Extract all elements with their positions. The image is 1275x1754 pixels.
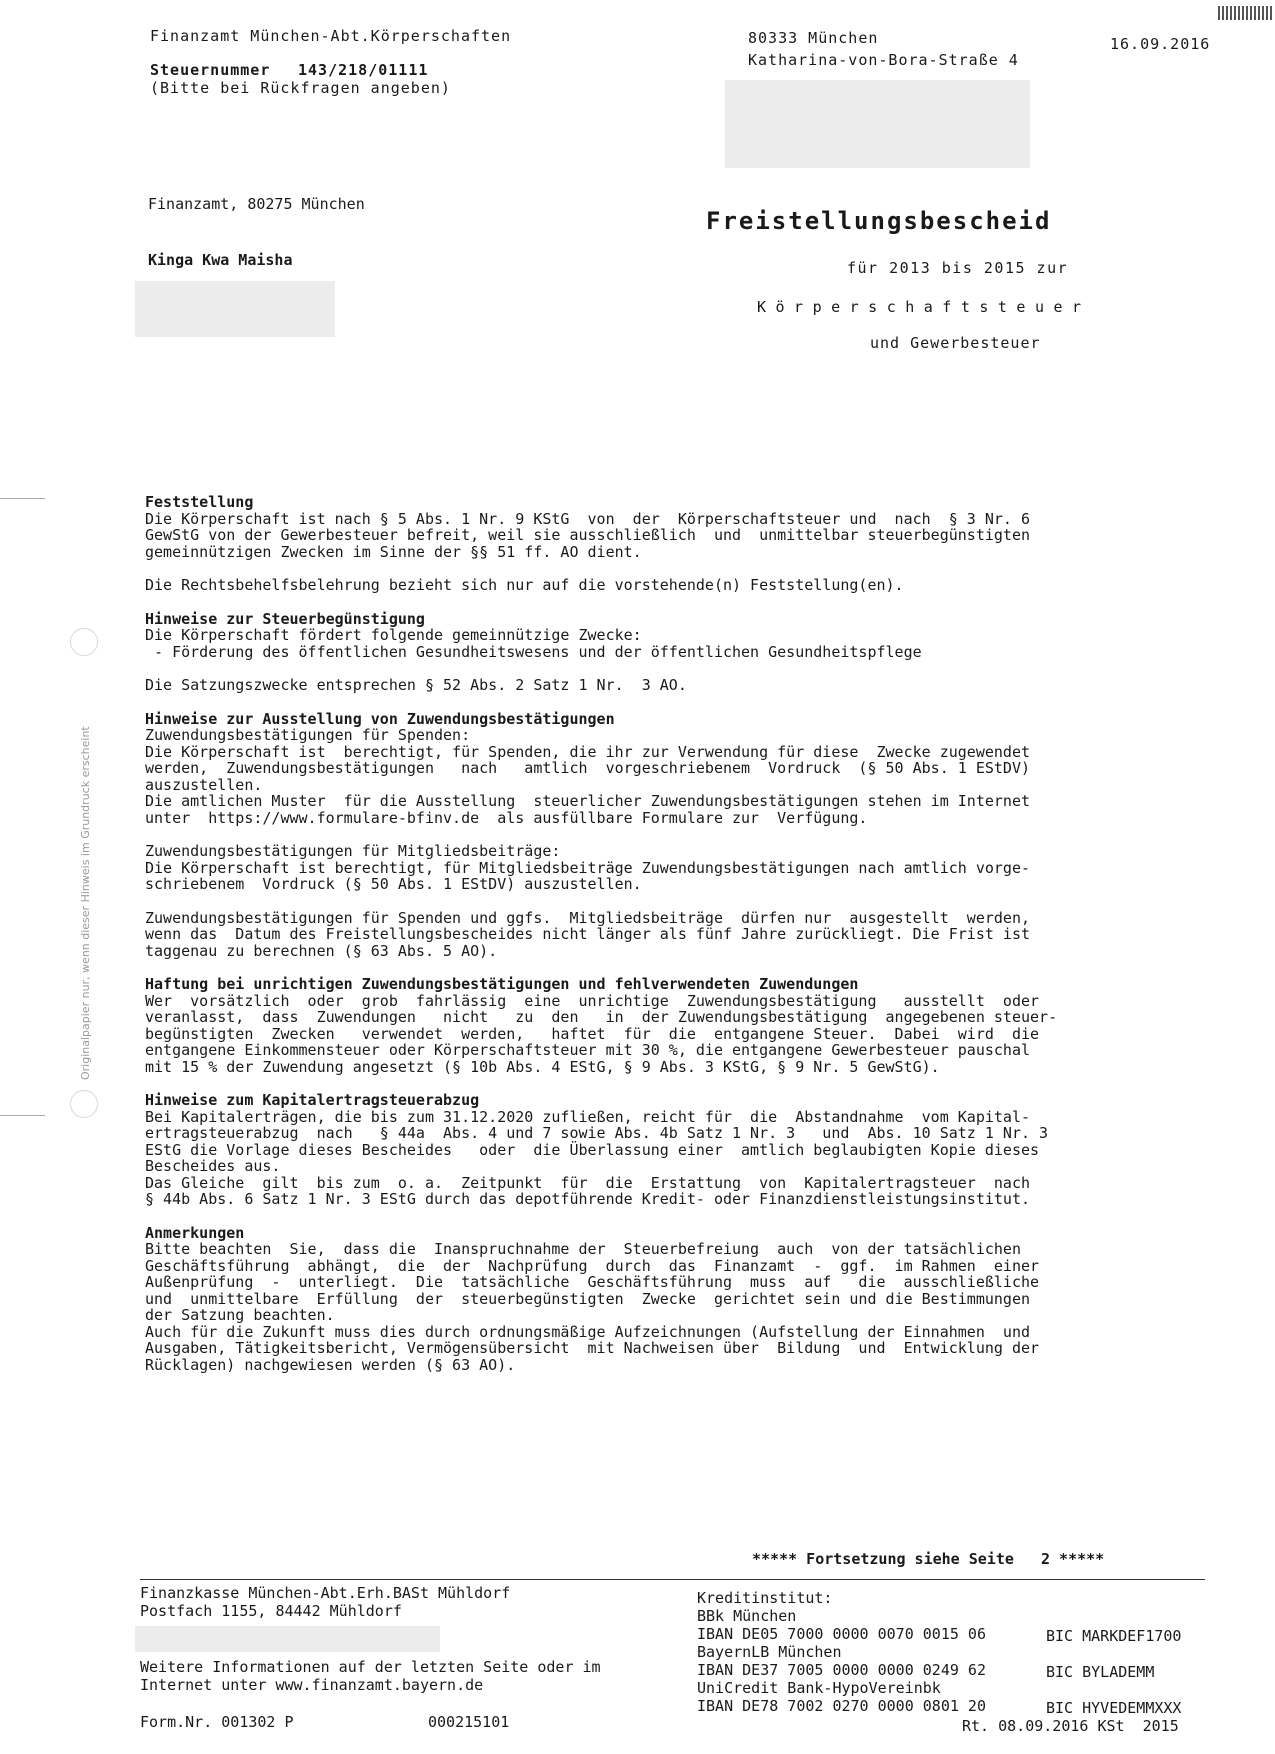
fold-mark (0, 1115, 45, 1116)
mitglied-line: Zuwendungsbestätigungen für Mitgliedsbeiträge: (145, 842, 561, 860)
form-code: 000215101 (428, 1713, 510, 1731)
mitglied-line: schriebenem Vordruck (§ 50 Abs. 1 EStDV) auszustellen. (145, 875, 642, 893)
bank-name: BayernLB München (697, 1643, 842, 1661)
recipient-name: Kinga Kwa Maisha (148, 251, 293, 269)
satzung-line: Die Satzungszwecke entsprechen § 52 Abs. 2 Satz 1 Nr. 3 AO. (145, 676, 687, 694)
frist-line: taggenau zu berechnen (§ 63 Abs. 5 AO). (145, 941, 498, 960)
redacted-address (135, 281, 335, 337)
mitglied-line: Die Körperschaft ist berechtigt, für Mitgliedsbeiträge Zuwendungsbestätigungen nach amtlich vorge- (145, 858, 1031, 877)
ausstellung-line: Die amtlichen Muster für die Ausstellung steuerlicher Zuwendungsbestätigungen stehen im Internet (145, 792, 1031, 810)
tax-office-name: Finanzamt München-Abt.Körperschaften (150, 27, 512, 45)
tax-number-note: (Bitte bei Rückfragen angeben) (150, 79, 451, 97)
ausstellung-line: unter https://www.formulare-bfinv.de als ausfüllbare Formulare zur Verfügung. (145, 808, 868, 827)
rechtsbehelf-note: Die Rechtsbehelfsbelehrung bezieht sich nur auf die vorstehende(n) Feststellung(en). (145, 576, 904, 594)
redacted-block (725, 80, 1030, 168)
info-website: Internet unter www.finanzamt.bayern.de (140, 1676, 484, 1694)
ausstellung-line: Die Körperschaft ist berechtigt, für Spenden, die ihr zur Verwendung für diese Zwecke zugewendet (145, 742, 1031, 761)
fold-mark (0, 498, 45, 499)
stamp-line: Rt. 08.09.2016 KSt 2015 (962, 1717, 1179, 1735)
section-feststellung-heading: Feststellung (145, 493, 254, 511)
anmerkungen-line: Auch für die Zukunft muss dies durch ordnungsmäßige Aufzeichnungen (Aufstellung der Einnahmen und (145, 1322, 1031, 1341)
feststellung-line: GewStG von der Gewerbesteuer befreit, weil sie ausschließlich und unmittelbar steuerbegünstigten (145, 526, 1031, 544)
kapital-line: Bei Kapitalerträgen, die bis zum 31.12.2020 zufließen, reicht für die Abstandnahme vom Kapital- (145, 1107, 1031, 1126)
redacted-footer (135, 1626, 440, 1652)
bank-iban: IBAN DE05 7000 0000 0070 0015 06 (697, 1625, 986, 1643)
bank-bic: BIC BYLADEMM (1046, 1663, 1155, 1681)
anmerkungen-line: Geschäftsführung abhängt, die der Nachprüfung durch das Finanzamt - ggf. im Rahmen einer (145, 1256, 1040, 1275)
bank-name: UniCredit Bank-HypoVereinbk (697, 1679, 941, 1697)
bank-name: BBk München (697, 1607, 797, 1625)
haftung-line: mit 15 % der Zuwendung angesetzt (§ 10b Abs. 4 EStG, § 9 Abs. 3 KStG, § 9 Nr. 5 GewStG). (145, 1057, 940, 1076)
section-anmerkungen-heading: Anmerkungen (145, 1223, 245, 1242)
punch-hole (70, 628, 98, 656)
footer-divider (140, 1579, 1205, 1580)
bank-iban: IBAN DE37 7005 0000 0000 0249 62 (697, 1661, 986, 1679)
steuerbeg-line: - Förderung des öffentlichen Gesundheitswesens und der öffentlichen Gesundheitspflege (145, 642, 922, 661)
kapital-line: EStG die Vorlage dieses Bescheides oder die Überlassung einer amtlich beglaubigten Kopie dieses (145, 1140, 1040, 1159)
title-line-years: für 2013 bis 2015 zur (847, 259, 1069, 277)
ausstellung-line: werden, Zuwendungsbestätigungen nach amtlich vorgeschriebenem Vordruck (§ 50 Abs. 1 EStDV) (145, 759, 1031, 777)
anmerkungen-line: und unmittelbare Erfüllung der steuerbegünstigten Zwecke gerichtet sein und die Bestimmungen (145, 1289, 1031, 1308)
haftung-line: entgangene Einkommensteuer oder Körperschaftsteuer mit 30 %, die entgangene Gewerbesteuer pauschal (145, 1041, 1031, 1059)
kapital-line: Bescheides aus. (145, 1157, 281, 1175)
side-watermark-note: Originalpapier nur, wenn dieser Hinweis im Grundruck erscheint (79, 726, 92, 1080)
section-haftung-heading: Haftung bei unrichtigen Zuwendungsbestätigungen und fehlverwendeten Zuwendungen (145, 975, 859, 993)
frist-line: wenn das Datum des Freistellungsbescheides nicht länger als fünf Jahre zurückliegt. Die Frist ist (145, 925, 1031, 943)
document-title: Freistellungsbescheid (706, 207, 1052, 235)
info-line: Weitere Informationen auf der letzten Seite oder im (140, 1658, 601, 1676)
haftung-line: veranlasst, dass Zuwendungen nicht zu den in der Zuwendungsbestätigung angegebenen steuer- (145, 1008, 1058, 1026)
office-address-street: Katharina-von-Bora-Straße 4 (748, 51, 1019, 69)
sender-line: Finanzamt, 80275 München (148, 195, 365, 213)
punch-hole (70, 1090, 98, 1118)
section-ausstellung-heading: Hinweise zur Ausstellung von Zuwendungsbestätigungen (145, 709, 615, 728)
body-text (145, 494, 1180, 1373)
finanzkasse-address: Postfach 1155, 84442 Mühldorf (140, 1602, 402, 1620)
kapital-line: § 44b Abs. 6 Satz 1 Nr. 3 EStG durch das depotführende Kredit- oder Finanzdienstleistungsinstitut. (145, 1190, 1031, 1208)
continuation-note: ***** Fortsetzung siehe Seite 2 ***** (752, 1550, 1105, 1568)
bank-bic: BIC MARKDEF1700 (1046, 1627, 1182, 1645)
ausstellung-line: auszustellen. (145, 775, 263, 794)
feststellung-line: gemeinnützigen Zwecken im Sinne der §§ 51 ff. AO dient. (145, 542, 642, 561)
frist-line: Zuwendungsbestätigungen für Spenden und ggfs. Mitgliedsbeiträge dürfen nur ausgestellt werden, (145, 908, 1031, 927)
title-line-tax: Körperschaftsteuer (757, 298, 1091, 316)
bank-label: Kreditinstitut: (697, 1589, 833, 1607)
haftung-line: Wer vorsätzlich oder grob fahrlässig eine unrichtige Zuwendungsbestätigung ausstellt oder (145, 991, 1040, 1010)
bank-bic: BIC HYVEDEMMXXX (1046, 1699, 1182, 1717)
document-date: 16.09.2016 (1110, 35, 1211, 53)
title-line-trade-tax: und Gewerbesteuer (870, 334, 1041, 352)
ausstellung-line: Zuwendungsbestätigungen für Spenden: (145, 726, 471, 744)
scan-corner-mark (1218, 6, 1273, 20)
kapital-line: ertragsteuerabzug nach § 44a Abs. 4 und 7 sowie Abs. 4b Satz 1 Nr. 3 und Abs. 10 Satz 1 Nr. 3 (145, 1124, 1049, 1142)
section-kapitalertrag-heading: Hinweise zum Kapitalertragsteuerabzug (145, 1091, 480, 1109)
feststellung-line: Die Körperschaft ist nach § 5 Abs. 1 Nr. 9 KStG von der Körperschaftsteuer und nach § 3 Nr. 6 (145, 509, 1031, 528)
anmerkungen-line: Ausgaben, Tätigkeitsbericht, Vermögensübersicht mit Nachweisen über Bildung und Entwicklung der (145, 1339, 1040, 1357)
office-address-city: 80333 München (748, 29, 879, 47)
bank-iban: IBAN DE78 7002 0270 0000 0801 20 (697, 1697, 986, 1715)
haftung-line: begünstigten Zwecken verwendet werden, haftet für die entgangene Steuer. Dabei wird die (145, 1024, 1040, 1043)
tax-number: 143/218/01111 (298, 61, 429, 79)
kapital-line: Das Gleiche gilt bis zum o. a. Zeitpunkt für die Erstattung von Kapitalertragsteuer nach (145, 1173, 1031, 1192)
anmerkungen-line: der Satzung beachten. (145, 1306, 335, 1324)
anmerkungen-line: Rücklagen) nachgewiesen werden (§ 63 AO). (145, 1355, 516, 1374)
anmerkungen-line: Außenprüfung - unterliegt. Die tatsächliche Geschäftsführung muss auf die ausschließliche (145, 1273, 1040, 1291)
tax-number-label: Steuernummer (150, 61, 271, 79)
steuerbeg-line: Die Körperschaft fördert folgende gemeinnützige Zwecke: (145, 626, 642, 644)
anmerkungen-line: Bitte beachten Sie, dass die Inanspruchnahme der Steuerbefreiung auch von der tatsächlichen (145, 1240, 1021, 1258)
finanzkasse-name: Finanzkasse München-Abt.Erh.BASt Mühldorf (140, 1584, 511, 1602)
section-steuerbeguenstigung-heading: Hinweise zur Steuerbegünstigung (145, 609, 425, 628)
form-number: Form.Nr. 001302 P (140, 1713, 294, 1731)
